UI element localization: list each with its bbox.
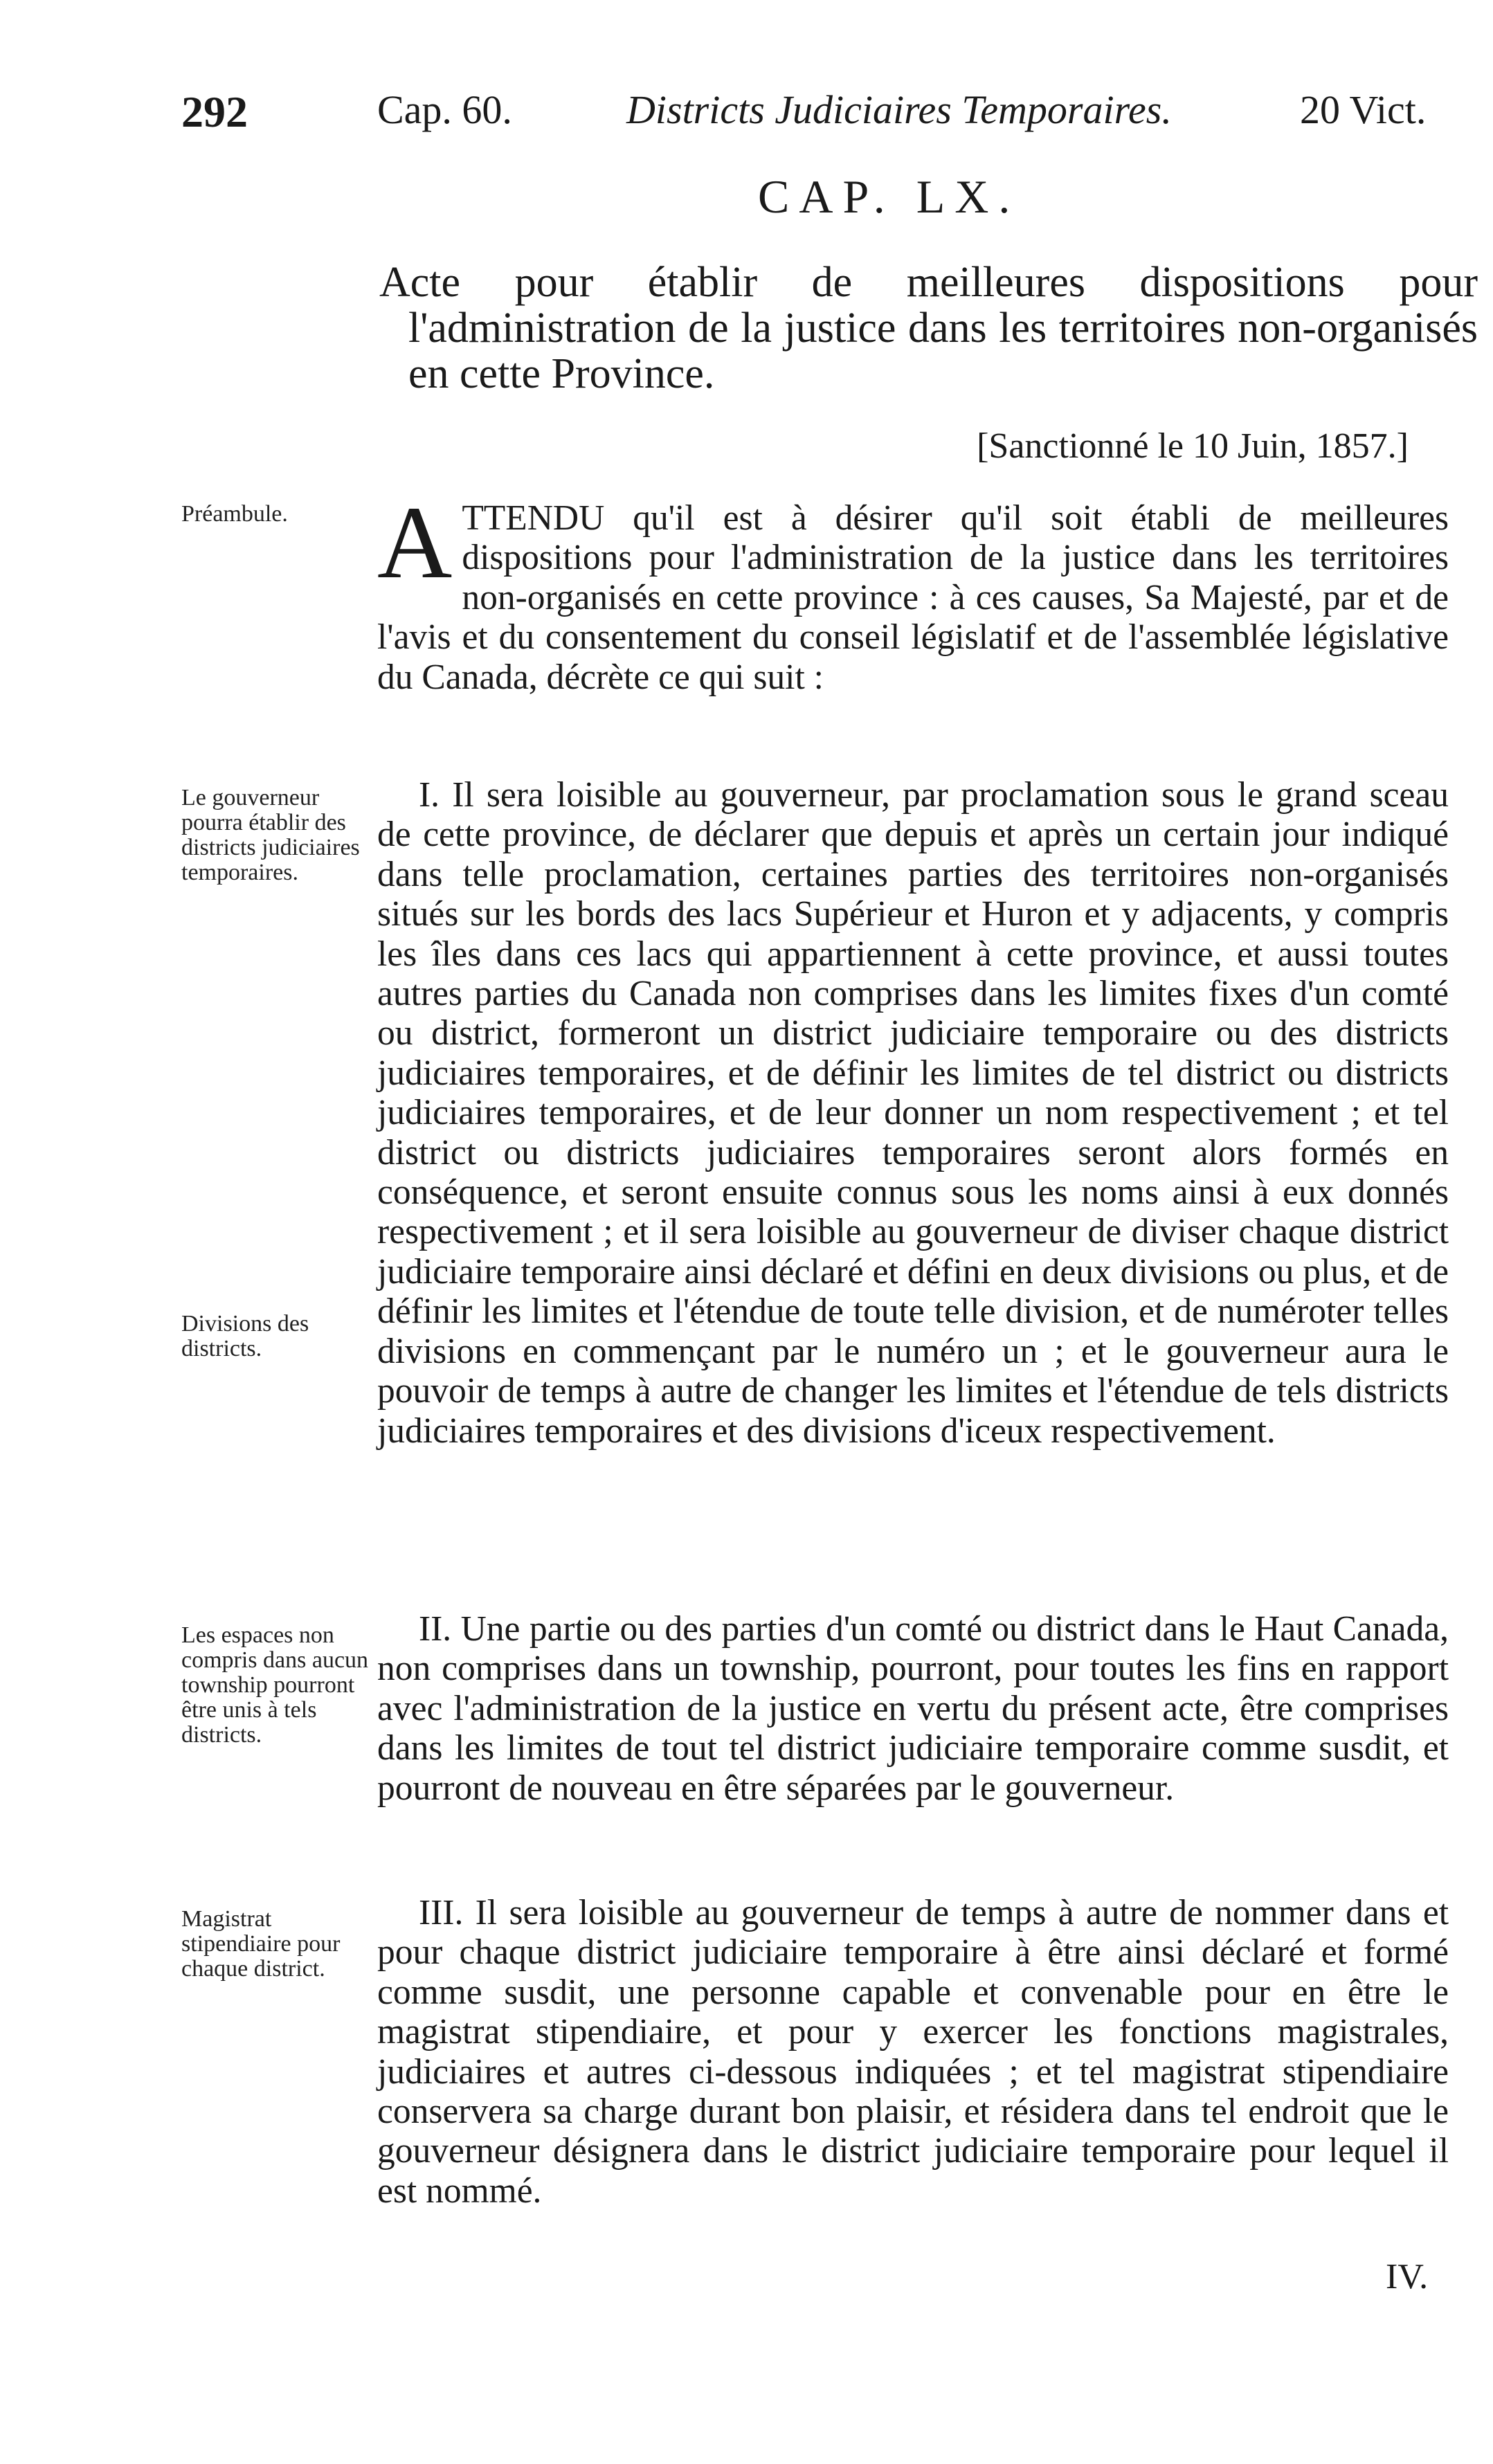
section-2: II. Une partie ou des parties d'un comté ou district dans le Haut Canada, non comprises dans un township, pourront, pour toutes les fins en rapport avec l'administration de la justice en vertu du présent acte, être comprises dans les limites de tout tel district judiciaire temporaire comme susdit, et pourront de nouveau en être séparées par le gouverneur. <box>377 1609 1449 1808</box>
margin-note-spaces: Les espaces non compris dans aucun township pourront être unis à tels districts. <box>181 1622 369 1748</box>
margin-note-divisions: Divisions des districts. <box>181 1311 309 1361</box>
regnal-year: 20 Vict. <box>1300 87 1427 132</box>
running-title: Districts Judiciaires Temporaires. <box>626 87 1172 132</box>
drop-cap: A <box>377 485 453 600</box>
chapter-header: Cap. 60. <box>377 87 512 132</box>
chapter-heading: CAP. LX. <box>758 170 1020 223</box>
section-1: I. Il sera loisible au gouverneur, par proclamation sous le grand sceau de cette province, de déclarer que depuis et après un certain jour indiqué dans telle proclamation, certaines parties des territoires non-organisés situés sur les bords des lacs Supérieur et Huron et y adjacents, y compris les îles dans ces lacs qui appartiennent à cette province, et aussi toutes autres parties du Canada non comprises dans les limites fixes d'un comté ou district, formeront un district judiciaire temporaire ou des districts judiciaires temporaires, et de définir les limites de tel district ou districts judiciaires temporaires, et de leur donner un nom respectivement ; et tel district ou districts judiciaires temporaires seront alors formés en conséquence, et seront ensuite connus sous les noms ainsi à eux donnés respectivement ; et il sera loisible au gouverneur de diviser chaque district judiciaire temporaire ainsi déclaré et défini en deux divisions ou plus, et de définir les limites et l'étendue de toute telle division, et de numéroter telles divisions en commençant par le numéro un ; et le gouverneur aura le pouvoir de temps à autre de changer les limites et l'étendue de tels districts judiciaires temporaires et des divisions d'iceux respectivement. <box>377 775 1449 1451</box>
sanction-date: [Sanctionné le 10 Juin, 1857.] <box>977 426 1409 466</box>
catchword: IV. <box>1386 2257 1429 2297</box>
act-title: Acte pour établir de meilleures dispositions pour l'administration de la justice dans les territoires non-organisés en cette Province. <box>379 259 1478 397</box>
margin-note-power: Le gouverneur pourra établir des districts judiciaires temporaires. <box>181 785 360 885</box>
margin-note-preamble: Préambule. <box>181 501 288 527</box>
page-number: 292 <box>181 87 248 136</box>
preamble-paragraph <box>377 485 1449 697</box>
section-3: III. Il sera loisible au gouverneur de temps à autre de nommer dans et pour chaque district judiciaire temporaire à être ainsi déclaré et formé comme susdit, une personne capable et convenable pour en être le magistrat stipendiaire, et pour y exercer les fonctions magistrales, judiciaires et autres ci-dessous indiquées ; et tel magistrat stipendiaire conservera sa charge durant bon plaisir, et résidera dans tel endroit que le gouverneur désignera dans le district judiciaire temporaire pour lequel il est nommé. <box>377 1893 1449 2211</box>
margin-note-magistrate: Magistrat stipendiaire pour chaque district. <box>181 1906 341 1982</box>
preamble-text: TTENDU qu'il est à désirer qu'il soit établi de meilleures dispositions pour l'administration de la justice dans les territoires non-organisés en cette province : à ces causes, Sa Majesté, par et de l'avis et du consentement du conseil législatif et de l'assemblée législative du Canada, décrète ce qui suit : <box>377 498 1449 697</box>
